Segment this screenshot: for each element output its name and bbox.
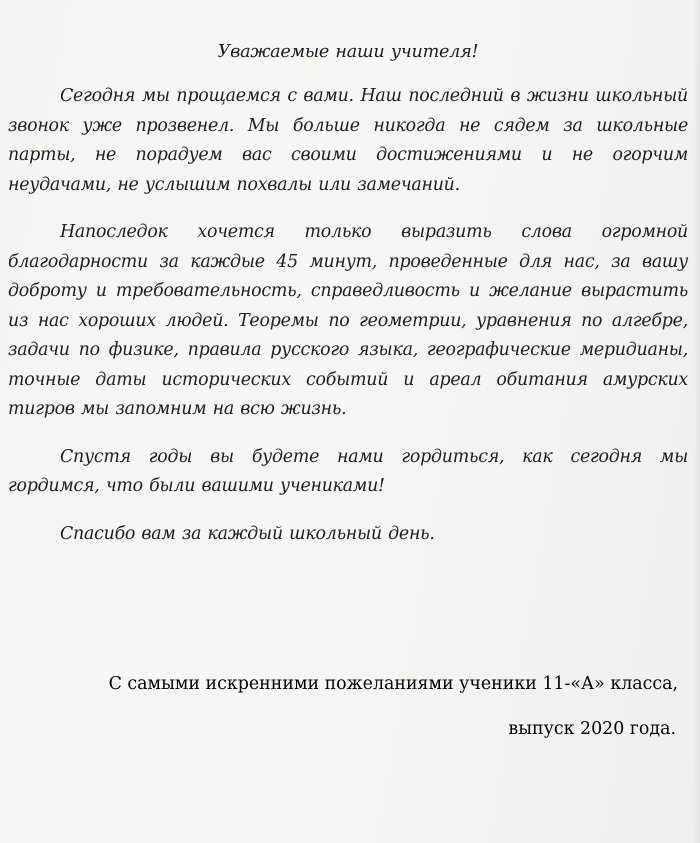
- paragraph-pride: Спустя годы вы будете нами гордиться, как сегодня мы гордимся, что были вашими учениками!: [8, 446, 688, 496]
- paragraph-gratitude: Напоследок хочется только выразить слова огромной благодарности за каждые 45 минут, проведенные для нас, за вашу доброту и требовательность, справедливость и желание вырастить из нас хороших людей. Теоремы по геометрии, уравнения по алгебре, задачи по физике, правила русского языка, географические меридианы, точные даты исторических событий и ареал обитания амурских тигров мы запомним на всю жизнь.: [8, 222, 688, 419]
- paragraph-thanks: Спасибо вам за каждый школьный день.: [60, 523, 435, 544]
- paper-edge-shadow: [694, 0, 700, 843]
- paragraph-farewell: Сегодня мы прощаемся с вами. Наш последний в жизни школьный звонок уже прозвенел. Мы больше никогда не сядем за школьные парты, не порадуем вас своими достижениями и не огорчим неудачами, не услышим похвалы или замечаний.: [8, 86, 688, 195]
- signature-line-graduation-year: выпуск 2020 года.: [508, 719, 676, 739]
- letter-greeting: Уважаемые наши учителя!: [217, 42, 479, 62]
- signature-line-wishes: С самыми искренними пожеланиями ученики 11-«А» класса,: [108, 674, 678, 694]
- letter-body: [8, 38, 688, 567]
